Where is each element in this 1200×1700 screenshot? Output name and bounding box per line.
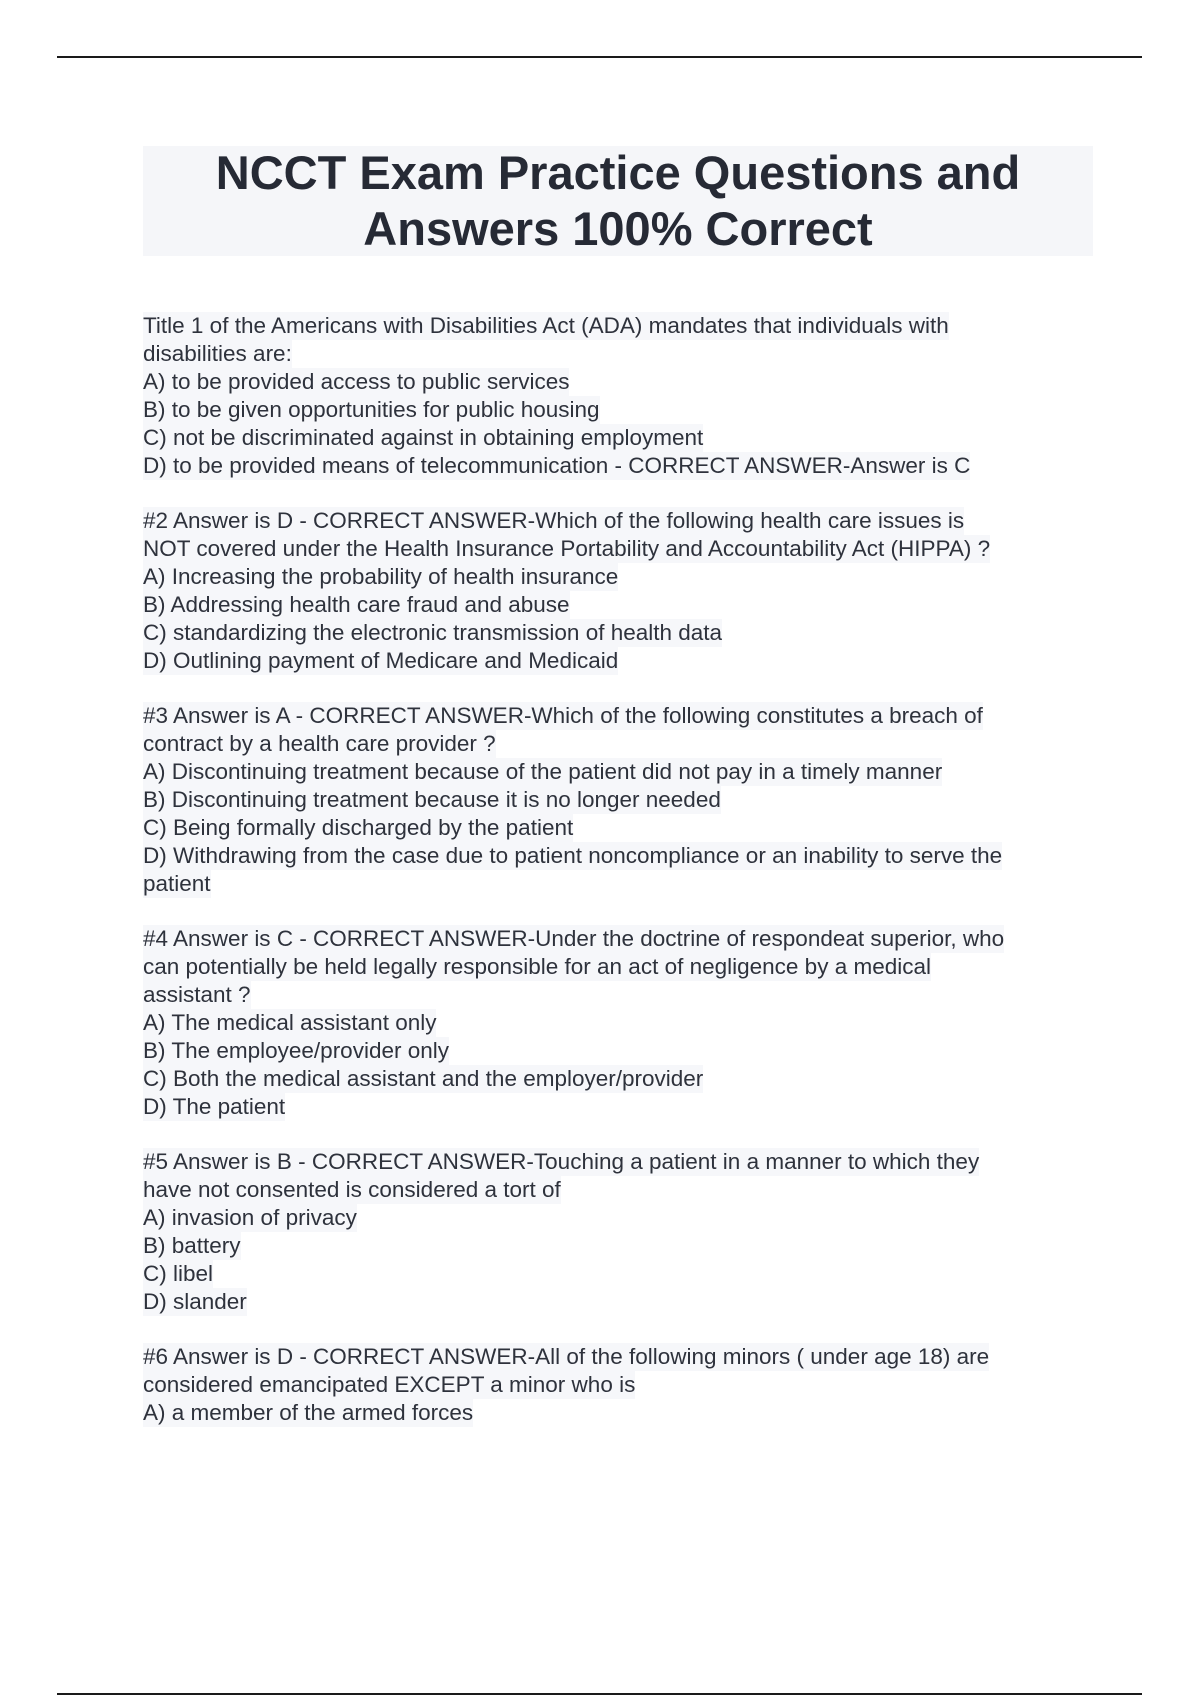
title-banner <box>143 146 1093 256</box>
document-title-line-2: Answers 100% Correct <box>363 202 873 255</box>
qa-block-1 <box>143 312 1093 480</box>
answer-option: C) standardizing the electronic transmission of health data <box>143 620 723 645</box>
answer-option: patient <box>143 871 211 896</box>
qa-block-3 <box>143 702 1093 898</box>
answer-option: A) Increasing the probability of health insurance <box>143 564 619 589</box>
answer-option: A) invasion of privacy <box>143 1205 357 1230</box>
answer-option: B) The employee/provider only <box>143 1038 449 1063</box>
text-line: contract by a health care provider ? <box>143 731 496 756</box>
qa-block-4 <box>143 925 1093 1121</box>
header-rule <box>57 56 1142 58</box>
answer-option: D) slander <box>143 1289 247 1314</box>
answer-option: C) libel <box>143 1261 214 1286</box>
text-line: considered emancipated EXCEPT a minor who is <box>143 1372 636 1397</box>
text-line: #3 Answer is A - CORRECT ANSWER-Which of the following constitutes a breach of <box>143 703 983 728</box>
text-line: #6 Answer is D - CORRECT ANSWER-All of the following minors ( under age 18) are <box>143 1344 990 1369</box>
text-line: Title 1 of the Americans with Disabilities Act (ADA) mandates that individuals with <box>143 313 949 338</box>
qa-content <box>143 312 1093 1454</box>
answer-option: A) to be provided access to public services <box>143 369 570 394</box>
text-line: #2 Answer is D - CORRECT ANSWER-Which of the following health care issues is <box>143 508 965 533</box>
answer-option: D) Withdrawing from the case due to patient noncompliance or an inability to serve the <box>143 843 1003 868</box>
footer-rule <box>57 1693 1142 1695</box>
answer-option: D) Outlining payment of Medicare and Medicaid <box>143 648 619 673</box>
text-line: #4 Answer is C - CORRECT ANSWER-Under the doctrine of respondeat superior, who <box>143 926 1005 951</box>
answer-option: A) a member of the armed forces <box>143 1400 474 1425</box>
document-title-line-1: NCCT Exam Practice Questions and <box>215 146 1021 199</box>
text-line: NOT covered under the Health Insurance Portability and Accountability Act (HIPPA) ? <box>143 536 991 561</box>
text-line: can potentially be held legally responsible for an act of negligence by a medical <box>143 954 931 979</box>
answer-option: A) Discontinuing treatment because of the patient did not pay in a timely manner <box>143 759 943 784</box>
text-line: have not consented is considered a tort of <box>143 1177 561 1202</box>
answer-option: C) not be discriminated against in obtaining employment <box>143 425 704 450</box>
answer-option: B) to be given opportunities for public housing <box>143 397 600 422</box>
document-title <box>168 145 1068 257</box>
answer-option: C) Being formally discharged by the patient <box>143 815 574 840</box>
qa-block-6 <box>143 1343 1093 1427</box>
answer-option: B) Discontinuing treatment because it is no longer needed <box>143 787 721 812</box>
answer-option: A) The medical assistant only <box>143 1010 437 1035</box>
answer-option: D) to be provided means of telecommunication - CORRECT ANSWER-Answer is C <box>143 453 971 478</box>
qa-block-5 <box>143 1148 1093 1316</box>
qa-block-2 <box>143 507 1093 675</box>
text-line: #5 Answer is B - CORRECT ANSWER-Touching a patient in a manner to which they <box>143 1149 980 1174</box>
answer-option: B) battery <box>143 1233 241 1258</box>
answer-option: C) Both the medical assistant and the employer/provider <box>143 1066 704 1091</box>
text-line: disabilities are: <box>143 341 292 366</box>
text-line: assistant ? <box>143 982 251 1007</box>
answer-option: D) The patient <box>143 1094 286 1119</box>
answer-option: B) Addressing health care fraud and abuse <box>143 592 570 617</box>
